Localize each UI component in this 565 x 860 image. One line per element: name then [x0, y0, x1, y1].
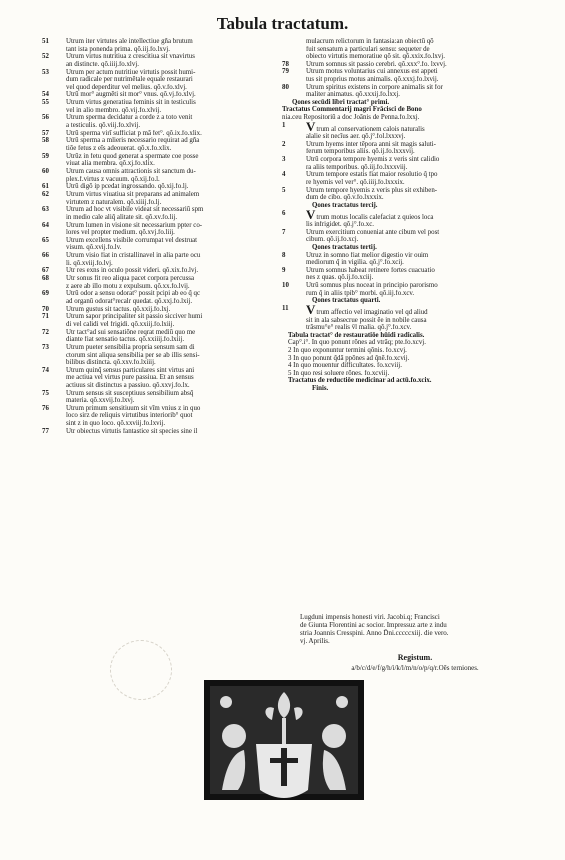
entry-text: Utrum virtus viuatiua sit preparans ad animalem — [66, 191, 200, 198]
entry-text: Utrum gustus sit tactus. qõ.xxij.fo.lxj. — [66, 305, 171, 313]
question-line: Utrum tempore hyemis z veris plus sit exhiben- — [306, 186, 438, 194]
entry-text: sint z in quo loco. qõ.xxviij.fo.lxvij. — [66, 420, 166, 428]
entry-number: 67 — [42, 267, 49, 275]
entry-number: 8 — [282, 251, 286, 259]
entry-text: dum radicale per nutrimētale equale restaurari — [66, 76, 193, 84]
entry-text: Utrū mor° augmēti sit mor° vnus. qõ.vj.fo.xlvj. — [66, 91, 196, 99]
entry-number: 64 — [42, 221, 49, 229]
entry-number: 52 — [42, 53, 49, 61]
colophon-line: vj. Aprilis. — [300, 637, 330, 645]
entry-number: 60 — [42, 167, 49, 175]
entry-number: 51 — [42, 38, 49, 45]
entry-text: ad organū odorat°recalr quedat. qõ.xxj.fo.lxij. — [66, 297, 193, 305]
entry-number: 70 — [42, 305, 49, 313]
entry-number: 11 — [282, 305, 289, 313]
entry-text: a testiculis. qõ.viij.fo.xlvij. — [66, 121, 141, 129]
entry-text: Utrum virtus nutritiua z crescitiua sit vnavirtus — [66, 53, 195, 61]
toc-entry — [42, 206, 276, 221]
question-line: Vtrum affectio vel imaginatio vel qd aliud — [306, 305, 428, 317]
entry-text: Utrum lumen in visione sit necessarium ppter co- — [66, 221, 203, 229]
heading-book2: Q̃ones secūdi libri tractat° primi. — [292, 98, 390, 106]
entry-text: Utrum visio fiat in cristallinavel in alia parte ocu — [66, 252, 201, 260]
question-line: Utruz in somno fiat melior digestio vir ouim — [306, 251, 429, 259]
entry-text: an distincte. qõ.iiij.fo.xlvj. — [66, 60, 139, 68]
entry-text: di vel calidi vel frigidi. qõ.xxiij.fo.lxiij. — [66, 320, 175, 328]
toc-entry — [42, 405, 276, 428]
entry-number: 61 — [42, 183, 49, 191]
question-line: Vtrum al conservationem calois naturalis — [306, 121, 425, 134]
toc-entry — [42, 329, 276, 344]
toc-entry — [282, 61, 520, 69]
toc-entry — [42, 313, 276, 328]
heading-tract3: Q̃ones tractatus tercij. — [312, 201, 378, 209]
toc-entry — [42, 267, 276, 275]
entry-text: diante fiat sensatio tactus. qõ.xxiiij.fo.lxiij. — [66, 336, 185, 344]
entry-number: 62 — [42, 191, 49, 198]
toc-entry — [42, 306, 276, 314]
entry-text: Utrum sperma decidatur a corde z a toto venit — [66, 114, 193, 122]
entry-number: 80 — [282, 83, 289, 91]
question-line: alalie sit necīus aer. qõ.j°.fol.lxxxvj. — [306, 133, 406, 141]
entry-text: Utrum spiritus existens in corpore animalis sit for — [306, 83, 443, 91]
question-line: trāsmu°e° realis v̄l malia. qõ.j°.fo.xcv. — [306, 324, 412, 332]
heading-tract6: Tabula tractat° de restauratiōe hūidi radicalis. — [288, 331, 425, 339]
entry-number: 54 — [42, 91, 49, 99]
entry-number: 4 — [282, 171, 286, 179]
entry-text: Utrū odor a sensu odorat° possit pcipi ab eo q̃ qc — [66, 290, 201, 298]
entry-text: actiuus sit distinctus a passiuo. qõ.xxvj.fo.lx. — [66, 381, 190, 389]
entry-number: 76 — [42, 404, 49, 412]
heading-tract-commentary-cont: nia.ceu Repositoriū a doc Joānis de Penna.fo.lxxj. — [282, 114, 420, 122]
entry-text: obiecto virtutis memoratiue qō sit. qõ.xxix.fo.lxvj. — [306, 53, 445, 61]
question-line: nes z quas. qõ.ij.fo.xciij. — [306, 274, 374, 282]
toc-entry — [42, 153, 276, 168]
entry-text: Utrum per actum nutritiue virtutis possit humi- — [66, 68, 196, 76]
entry-number: 2 — [282, 140, 286, 148]
entry-number: 73 — [42, 344, 49, 351]
question-line: Utrū corpora tempore hyemis z veris sint calidio — [306, 156, 440, 164]
entry-text: viuat alia membra. qõ.xj.fo.xlix. — [66, 160, 155, 168]
heading-tract4: Q̃ones tractatus tertij. — [312, 244, 377, 252]
chapter-line: 4 In quo mouentur difficultates. fo.xcviij. — [288, 362, 402, 370]
entry-text: tant ista ponenda prima. qõ.iij.fo.lxvj. — [66, 45, 170, 53]
entry-text: Utrūz in fetu quod generat a spermate coe posse — [66, 152, 199, 160]
toc-entry — [42, 275, 276, 290]
question-line: ra aliis temporibus. qõ.iij.fo.lxxxviij. — [306, 163, 408, 171]
page-title: Tabula tractatum. — [216, 14, 349, 33]
heading-tract5: Q̃ones tractatus quarti. — [312, 297, 381, 305]
entry-text: ctorum sint aliqua sensibilia per se ab illis sensi- — [66, 351, 200, 359]
entry-number: 65 — [42, 236, 49, 244]
entry-text: Utrum causa omnis attractionis sit sanctum du- — [66, 167, 196, 175]
chapter-line: Cap°.i°. In quo ponunt rōnes ad vtrāq; pte.fo.xcvj. — [288, 339, 426, 347]
toc-entry — [42, 237, 276, 252]
entry-number: 77 — [42, 427, 49, 435]
entry-number: 75 — [42, 389, 49, 397]
entry-text: Utrum ad hoc vt visibile videat sit necessariū spm — [66, 206, 204, 214]
entry-number: 69 — [42, 290, 49, 298]
toc-entry — [42, 290, 276, 305]
toc-entry — [42, 367, 276, 390]
entry-number: 5 — [282, 186, 286, 194]
entry-text: Utrum excellens visibile corrumpat vel destruat — [66, 236, 198, 244]
entry-number: 3 — [282, 156, 286, 164]
entry-number: 53 — [42, 68, 49, 76]
entry-text: Utr sonus fit reo aliqua pacet corpora percussa — [66, 275, 195, 283]
entry-number: 58 — [42, 137, 49, 145]
right-entries — [282, 61, 520, 99]
toc-entry — [42, 114, 276, 129]
printers-mark-woodcut — [204, 680, 364, 860]
entry-number: 55 — [42, 99, 49, 107]
toc-entry — [42, 91, 276, 99]
chapter-line: 3 In quo ponunt q̃dā ppōnes ad q̃nē.fo.xcvij. — [288, 354, 410, 362]
entry-number: 63 — [42, 206, 49, 214]
toc-entry — [42, 53, 276, 68]
chapter-line: 2 In quo exponuntur termini qōnis. fo.xcvj. — [288, 346, 407, 354]
question-line: Vtrum motus localis calefaciat z quieos loca — [306, 209, 434, 222]
question-line: Utrum somnus habeat retinere fortes cuacuatio — [306, 266, 435, 274]
registrum-title: Registum. — [397, 653, 433, 662]
question-line: re hyemis vel ver°. qõ.iiij.fo.lxxxix. — [306, 178, 405, 186]
entry-number: 71 — [42, 313, 49, 321]
entry-text: Utrum virtus generatiua feminis sit in testiculis — [66, 99, 196, 107]
entry-text: Utrum iter virtutes ale intellectiue gña brutum — [66, 38, 193, 45]
toc-entry — [42, 191, 276, 206]
entry-number: 78 — [282, 60, 289, 68]
toc-entry — [42, 69, 276, 92]
toc-entry — [282, 84, 520, 99]
entry-text: vel in alio membro. qõ.vij.fo.xlvij. — [66, 106, 162, 114]
entry-text: virtutem z naturalem. qõ.xiiij.fo.lj. — [66, 198, 162, 206]
entry-text: maliter animatus. qõ.xxxij.fo.lxxj. — [306, 91, 400, 99]
entry-text: tus sit proprius motus animalis. qõ.xxxj.fo.lxvij. — [306, 75, 439, 83]
question-line: Utrū somnus plus noceat in principio parorismo — [306, 282, 438, 290]
entry-text: fuit sensatum a particulari sensu: sequeter de — [306, 45, 430, 53]
toc-entry — [282, 68, 520, 83]
entry-text: Utrum somnus sit passio cerebri. qõ.xxx°.fo. lxvvj. — [306, 60, 447, 68]
entry-number: 56 — [42, 114, 49, 122]
entry-text: Utrum motus voluntarius cui annexus est appeti — [306, 68, 438, 76]
question-line: lis infrigidet. qõ.j°.fo.xc. — [306, 221, 375, 229]
question-line: Utrum hyems inter tēpora anni sit magis saluti- — [306, 140, 436, 148]
toc-entry — [42, 38, 276, 53]
toc-entry — [42, 344, 276, 367]
heading-tract7: Tractatus de reductiōe medicinar ad actū.fo.xcix. — [288, 377, 432, 385]
right-column — [282, 38, 520, 392]
entry-text: Utrū sperma a mlieris necessario requirat ad gña — [66, 137, 200, 145]
library-stamp — [110, 640, 172, 700]
question-line: mediorum q̃ in vigilia. qõ.j°.fo.xcij. — [306, 259, 404, 267]
entry-text: Utrum pueter sensibilia propria sensum sam di — [66, 344, 195, 351]
entry-number: 6 — [282, 209, 286, 217]
toc-entry — [42, 183, 276, 191]
entry-text: bilibus distincta. qõ.xxv.fo.lxiiij. — [66, 359, 156, 367]
entry-text: materia. qõ.xxvij.fo.lxvj. — [66, 397, 135, 405]
registrum-list: a/b/c/d/e/f/g/h/i/k/l/m/n/o/p/q/r.Oēs terniones. — [351, 664, 479, 672]
entry-text: z aere ab illo motu z expulsum. qõ.xx.fo.lvij. — [66, 282, 190, 290]
entry-text: mulacrum relictorum in fantasia:an obiectū qō — [306, 38, 434, 45]
toc-entry — [42, 168, 276, 183]
entry-text: tiōe fetus z eīs adeouerat. qõ.x.fo.xlix. — [66, 144, 172, 152]
entry-text: Utr obiectus virtutis fantastice sit species sine il — [66, 427, 198, 435]
finis-text: Finis. — [312, 384, 329, 392]
toc-entry — [42, 130, 276, 138]
colophon-line: stria Joannis Cresspini. Anno D̄ni.cccccxiij. die vero. — [300, 629, 449, 637]
entry-number: 66 — [42, 252, 49, 260]
entry-text: in medio cale aliq̃ alitate sit. qõ.xv.fo.lij. — [66, 213, 178, 221]
entry-text: Utrum sapor principaliter sit passio sicciver humi — [66, 313, 203, 321]
colophon-line: Lugduni impensis honesti viri. Jacobi.q; Francisci — [300, 613, 440, 621]
question-line: Utrum exercitium conueniat ante cibum vel post — [306, 228, 440, 236]
left-column — [42, 38, 276, 436]
toc-entry — [42, 428, 276, 436]
chapter-line: 5 In quo resi soluere rōnes. fo.xcviij. — [288, 369, 390, 377]
entry-text: Utrū digō ip pcedat ingrossando. qõ.xij.fo.lj. — [66, 183, 189, 191]
entry-number: 74 — [42, 366, 49, 374]
toc-entry — [42, 137, 276, 152]
entry-number: 79 — [282, 68, 289, 76]
entry-number: 9 — [282, 266, 286, 274]
right-continuation — [282, 38, 520, 61]
question-line: dum de cibo. qõ.v.fo.lxxxix. — [306, 194, 384, 202]
entry-text: me actiua vel virtus pure passiua. Et an sensus — [66, 374, 194, 382]
heading-tract-commentary: Tractatus Commentarij magri Frācisci de Bono — [282, 106, 422, 114]
toc-entry — [42, 222, 276, 237]
entry-text: Utrum sensus sit susceptiuus sensibilium absq̃ — [66, 389, 194, 397]
colophon-line: de Giunta Florentini ac socior. Impressuz arte z indu — [300, 621, 447, 629]
entry-number: 59 — [42, 152, 49, 160]
question-line: rum q̃ in aliis tpib° morbi. qõ.iij.fo.xcv. — [306, 289, 415, 297]
question-line: ferum temporibus aliis. qõ.ij.fo.lxxxvij. — [306, 148, 415, 156]
entry-text: vel quod deperditur vel melius. qõ.v.fo.xlvj. — [66, 83, 187, 91]
entry-text: lores vel propter medium. qõ.xvj.fo.liij. — [66, 229, 175, 237]
entry-number: 68 — [42, 275, 49, 283]
entry-text: Utr tact°ad sui sensatiōne reqrat mediū quo me — [66, 328, 196, 336]
toc-entry — [42, 390, 276, 405]
entry-text: visum. qõ.xvij.fo.lv. — [66, 244, 122, 252]
toc-entry — [42, 252, 276, 267]
question-line: Utrum tempore estatis fiat maior resolutio q̃ tpo — [306, 171, 438, 179]
entry-text: loco sirz de reliquis virtutibus interiorib° quot — [66, 412, 193, 420]
colophon — [300, 613, 530, 645]
entry-number: 10 — [282, 282, 289, 290]
entry-number: 1 — [282, 121, 286, 129]
entry-number: 7 — [282, 228, 286, 236]
entry-number: 72 — [42, 328, 49, 336]
entry-text: li. qõ.xviij.fo.lvj. — [66, 259, 113, 267]
toc-entry — [42, 99, 276, 114]
entry-text: Utrum quinq̃ sensus particulares sint virtus ani — [66, 366, 195, 374]
entry-text: Utr res exns in oculo possit videri. qõ.xix.fo.lvj. — [66, 267, 199, 275]
entry-text: Utrū sperma virī sufficiat p mā fet°. qõ.ix.fo.xlix. — [66, 129, 202, 137]
entry-text: Utrum primum sensitiuum sit vīm vnius z in quo — [66, 404, 201, 412]
entry-text: plex.f.virtus z vacuum. qõ.xij.fo.l. — [66, 175, 160, 183]
entry-number: 57 — [42, 129, 49, 137]
question-line: cibum. qõ.ij.fo.xcj. — [306, 236, 359, 244]
question-line: sit in ala sabsecrue possit ēe in nobile causa — [306, 316, 427, 324]
